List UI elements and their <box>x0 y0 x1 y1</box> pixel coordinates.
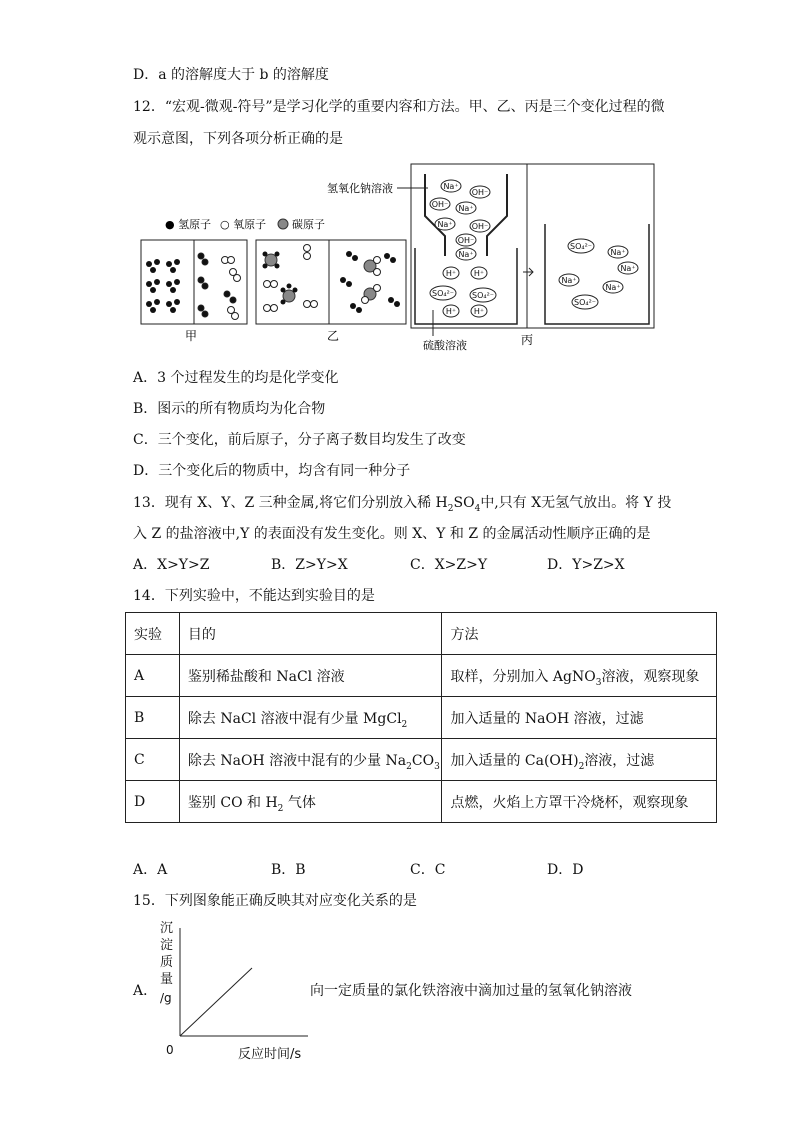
q14-option-c: C．C <box>410 862 446 878</box>
q13-option-d: D．Y>Z>X <box>547 557 625 573</box>
label-jia: 甲 <box>185 329 198 343</box>
ion-so4: SO₄²⁻ <box>573 298 597 307</box>
beaker-right <box>545 224 649 324</box>
ion-so4: SO₄²⁻ <box>471 291 495 300</box>
label-bing: 丙 <box>521 333 534 347</box>
ion-so4: SO₄²⁻ <box>569 242 593 251</box>
ion-na: Na⁺ <box>620 264 636 273</box>
q11-option-d: D．a 的溶解度大于 b 的溶解度 <box>133 67 329 83</box>
q13-option-c: C．X>Z>Y <box>410 557 488 573</box>
ion-na: Na⁺ <box>605 283 621 292</box>
table-header-row <box>126 613 717 655</box>
legend-oxygen: ○ 氧原子 <box>220 218 267 231</box>
label-yi: 乙 <box>327 329 340 343</box>
legend-carbon: 碳原子 <box>292 218 325 231</box>
label-h2so4: 硫酸溶液 <box>423 339 467 352</box>
ion-h: H⁺ <box>445 307 457 316</box>
q14-option-a: A．A <box>133 862 168 878</box>
table-row: D 鉴别 CO 和 $H_2$ 气体 点燃，火焰上方罩干冷烧杯，观察现象 <box>126 781 717 823</box>
q12-option-b: B．图示的所有物质均为化合物 <box>133 401 326 417</box>
q12-option-a: A．3 个过程发生的均是化学变化 <box>133 370 339 386</box>
q14-options <box>133 860 653 880</box>
label-naoh: 氢氧化钠溶液 <box>327 182 393 195</box>
ion-na: Na⁺ <box>458 204 474 213</box>
ion-h: H⁺ <box>473 269 485 278</box>
arrow-icon <box>523 268 533 276</box>
q13-stem-line2: 入 Z 的盐溶液中,Y 的表面没有发生变化。则 X、Y 和 Z 的金属活动性顺序正确的是 <box>133 526 651 542</box>
q14-option-b: B．B <box>271 862 306 878</box>
legend-hydrogen: ● 氢原子 <box>165 218 212 231</box>
table-row: B 除去 NaCl 溶液中混有少量 MgCl$_2$ 加入适量的 NaOH 溶液，过滤 <box>126 697 717 739</box>
q15-option-a-label: A． <box>133 983 158 999</box>
y-label-char: /g <box>160 991 172 1005</box>
q15-graph <box>150 914 320 1064</box>
q12-option-d: D．三个变化后的物质中，均含有同一种分子 <box>133 463 411 479</box>
q13-options <box>133 555 653 575</box>
box-yi <box>256 240 406 324</box>
q12-figure <box>135 160 660 355</box>
ion-na: Na⁺ <box>561 276 577 285</box>
ion-na: Na⁺ <box>443 182 459 191</box>
y-label-char: 量 <box>160 972 174 987</box>
q15-option-a-text: 向一定质量的氯化铁溶液中滴加过量的氢氧化钠溶液 <box>310 983 632 999</box>
ion-oh: OH⁻ <box>471 222 489 231</box>
q15-stem: 15．下列图象能正确反映其对应变化关系的是 <box>133 893 417 909</box>
ion-na: Na⁺ <box>437 220 453 229</box>
q14-option-d: D．D <box>547 862 584 878</box>
ion-oh: OH⁻ <box>457 236 475 245</box>
x-axis-label: 反应时间/s <box>238 1047 302 1062</box>
ion-na: Na⁺ <box>610 248 626 257</box>
q14-stem: 14．下列实验中，不能达到实验目的是 <box>133 588 375 604</box>
q13-option-a: A．X>Y>Z <box>133 557 210 573</box>
box-jia <box>141 240 247 324</box>
y-label-char: 沉 <box>160 921 174 936</box>
table-row: A 鉴别稀盐酸和 NaCl 溶液 取样，分别加入 AgNO$_3$溶液，观察现象 <box>126 655 717 697</box>
ion-na: Na⁺ <box>458 250 474 259</box>
ion-h: H⁺ <box>473 307 485 316</box>
ion-h: H⁺ <box>445 269 457 278</box>
experiment-table <box>125 612 717 823</box>
q12-option-c: C．三个变化，前后原子，分子离子数目均发生了改变 <box>133 432 466 448</box>
header-method: 方法 <box>442 613 717 655</box>
graph-line <box>180 968 252 1036</box>
q13-stem-line1: 13．现有 X、Y、Z 三种金属,将它们分别放入稀 $H_2SO_4$中,只有 X无氢气放出。将 Y 投 <box>133 495 672 514</box>
q13-option-b: B．Z>Y>X <box>271 557 348 573</box>
header-experiment: 实验 <box>126 613 180 655</box>
y-label-char: 质 <box>160 955 174 970</box>
q12-stem-line2: 观示意图，下列各项分析正确的是 <box>133 131 343 147</box>
ion-so4: SO₄²⁻ <box>431 289 455 298</box>
origin-label: 0 <box>166 1043 174 1057</box>
table-row: C 除去 NaOH 溶液中混有的少量 $Na_2CO_3$ 加入适量的 $Ca(OH)_2$溶液，过滤 <box>126 739 717 781</box>
header-goal: 目的 <box>179 613 442 655</box>
ion-oh: OH⁻ <box>431 200 449 209</box>
carbon-legend-icon <box>278 219 288 229</box>
y-label-char: 淀 <box>160 938 174 953</box>
ion-oh: OH⁻ <box>471 188 489 197</box>
q12-stem-line1: 12．“宏观-微观-符号”是学习化学的重要内容和方法。甲、乙、丙是三个变化过程的微 <box>133 99 665 115</box>
